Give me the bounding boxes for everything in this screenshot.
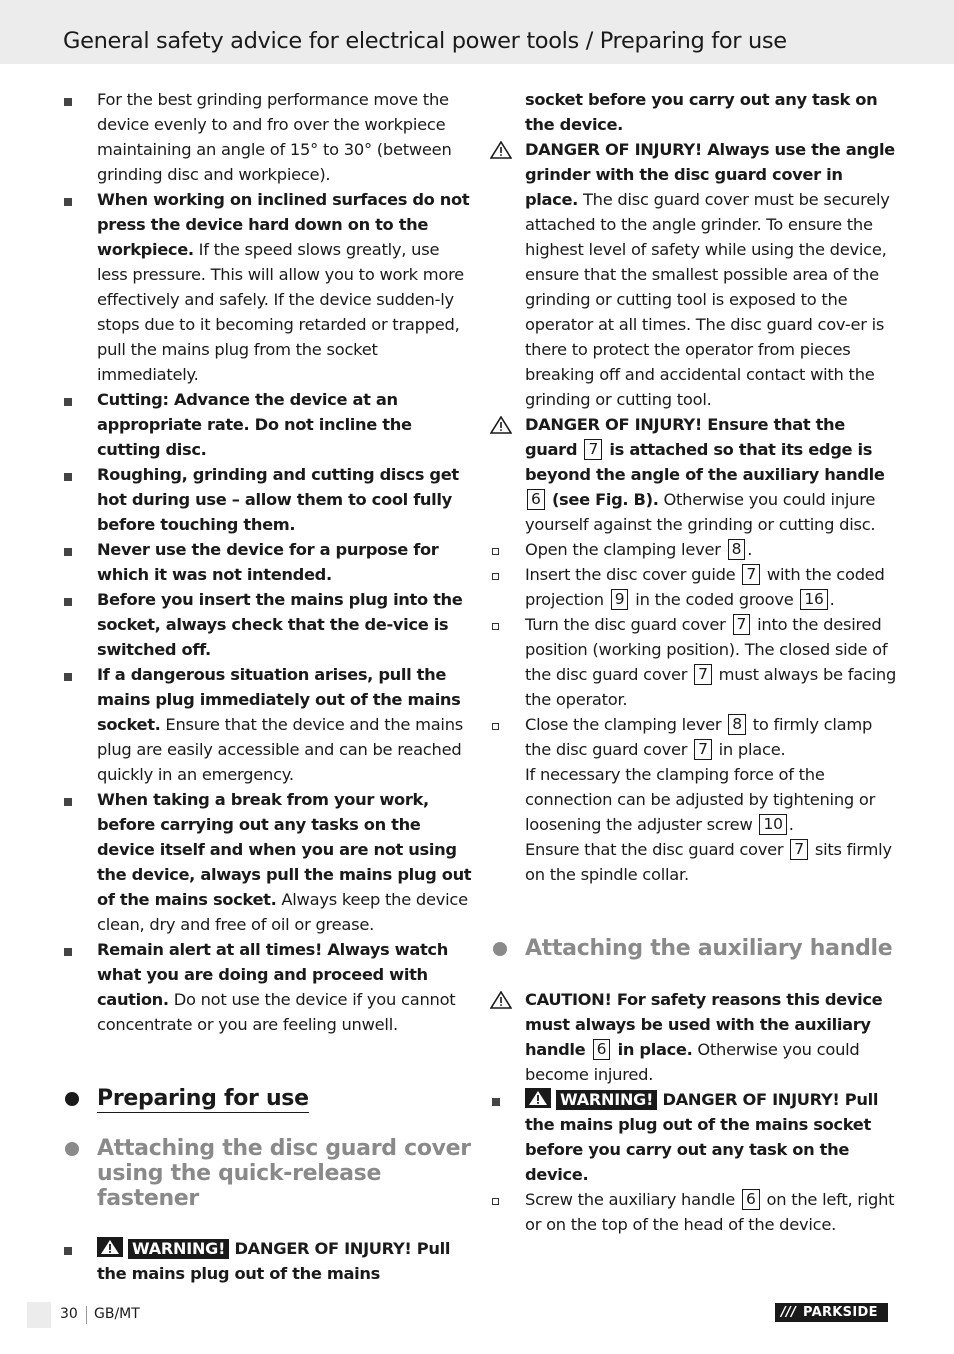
part-ref: 10 xyxy=(759,814,786,835)
bullet-icon xyxy=(492,1098,500,1106)
logo-text: PARKSIDE xyxy=(803,1305,878,1320)
part-ref: 7 xyxy=(733,614,751,635)
step-checkbox-icon xyxy=(492,548,499,555)
step-item: Turn the disc guard cover 7 into the desired position (working position). The closed side of the disc guard cover 7 must always be facing the operator. xyxy=(490,612,898,712)
list-item: Before you insert the mains plug into the socket, always check that the de-vice is switched off. xyxy=(62,587,472,662)
bullet-icon xyxy=(64,598,72,606)
part-ref: 7 xyxy=(694,739,712,760)
warning-triangle-icon xyxy=(97,1237,123,1257)
bullet-icon xyxy=(64,198,72,206)
subsection-heading: Attaching the auxiliary handle xyxy=(490,936,898,961)
list-item: When working on inclined surfaces do not press the device hard down on to the workpiece. If the speed slows greatly, use less pressure. This will allow you to work more effectively and safely. If the device sudden-ly stops due to it becoming retarded or trapped, pull the mains plug from the socket immediately. xyxy=(62,187,472,387)
list-item: Never use the device for a purpose for which it was not intended. xyxy=(62,537,472,587)
part-ref: 7 xyxy=(694,664,712,685)
list-item: For the best grinding performance move the device evenly to and fro over the workpiece maintaining an angle of 15° to 30° (between grinding disc and workpiece). xyxy=(62,87,472,187)
warning-badge: WARNING! xyxy=(556,1090,657,1110)
warning-badge: WARNING! xyxy=(128,1239,229,1259)
caution-item: CAUTION! For safety reasons this device must always be used with the auxiliary handle 6 in place. Otherwise you could become injured. xyxy=(490,987,898,1087)
warning-triangle-icon xyxy=(490,141,512,159)
right-column xyxy=(490,87,898,1237)
part-ref: 6 xyxy=(742,1189,760,1210)
bullet-icon xyxy=(64,98,72,106)
warning-triangle-icon xyxy=(490,991,512,1009)
bullet-icon xyxy=(64,798,72,806)
page-header xyxy=(0,0,954,64)
part-ref: 9 xyxy=(611,589,629,610)
danger-item: DANGER OF INJURY! Ensure that the guard 7 is attached so that its edge is beyond the angle of the auxiliary handle 6 (see Fig. B). Otherwise you could injure yourself against the grinding or cutting disc. xyxy=(490,412,898,537)
page-number: 30 xyxy=(60,1306,78,1322)
left-column xyxy=(62,87,472,1286)
part-ref: 6 xyxy=(527,489,545,510)
list-item: Cutting: Advance the device at an appropriate rate. Do not incline the cutting disc. xyxy=(62,387,472,462)
list-item: If a dangerous situation arises, pull the mains plug immediately out of the mains socket. Ensure that the device and the mains plug are easily accessible and can be reached quickly in an emergency. xyxy=(62,662,472,787)
part-ref: 8 xyxy=(728,539,746,560)
step-item: Close the clamping lever 8 to firmly clamp the disc guard cover 7 in place. If necessary the clamping force of the connection can be adjusted by tightening or loosening the adjuster screw 10 . Ensure that the disc guard cover 7 sits firmly on the spindle collar. xyxy=(490,712,898,887)
subsection-heading: Attaching the disc guard cover using the quick-release fastener xyxy=(62,1136,472,1211)
part-ref: 8 xyxy=(728,714,746,735)
list-item: Remain alert at all times! Always watch what you are doing and proceed with caution. Do not use the device if you cannot concentrate or you are feeling unwell. xyxy=(62,937,472,1037)
step-item: Open the clamping lever 8 . xyxy=(490,537,898,562)
step-checkbox-icon xyxy=(492,573,499,580)
warning-item: WARNING! DANGER OF INJURY! Pull the mains plug out of the mains xyxy=(62,1236,472,1286)
part-ref: 7 xyxy=(584,439,602,460)
list-item: Roughing, grinding and cutting discs get hot during use – allow them to cool fully before touching them. xyxy=(62,462,472,537)
bullet-icon xyxy=(64,473,72,481)
logo-stripes: /// xyxy=(781,1305,797,1320)
step-item: Screw the auxiliary handle 6 on the left, right or on the top of the head of the device. xyxy=(490,1187,898,1237)
step-checkbox-icon xyxy=(492,723,499,730)
part-ref: 7 xyxy=(790,839,808,860)
parkside-logo xyxy=(775,1303,888,1322)
part-ref: 7 xyxy=(742,564,760,585)
page-title: General safety advice for electrical power tools / Preparing for use xyxy=(63,28,787,54)
warning-triangle-icon xyxy=(490,416,512,434)
heading-dot-icon xyxy=(493,942,507,956)
language-code: GB/MT xyxy=(94,1306,140,1322)
step-checkbox-icon xyxy=(492,623,499,630)
step-item: Insert the disc cover guide 7 with the coded projection 9 in the coded groove 16 . xyxy=(490,562,898,612)
step-checkbox-icon xyxy=(492,1198,499,1205)
warning-item: WARNING! DANGER OF INJURY! Pull the mains plug out of the mains socket before you carry out any task on the device. xyxy=(490,1087,898,1187)
part-ref: 6 xyxy=(593,1039,611,1060)
section-heading: Preparing for use xyxy=(62,1086,472,1111)
warning-triangle-icon xyxy=(525,1088,551,1108)
heading-dot-icon xyxy=(65,1142,79,1156)
part-ref: 16 xyxy=(800,589,827,610)
list-item: When taking a break from your work, before carrying out any tasks on the device itself and when you are not using the device, always pull the mains plug out of the mains socket. Always keep the device clean, dry and free of oil or grease. xyxy=(62,787,472,937)
bullet-icon xyxy=(64,398,72,406)
bullet-icon xyxy=(64,1247,72,1255)
bullet-icon xyxy=(64,673,72,681)
footer-marker xyxy=(27,1302,51,1328)
bullet-icon xyxy=(64,548,72,556)
bullet-icon xyxy=(64,948,72,956)
footer-divider xyxy=(86,1306,87,1324)
danger-item: DANGER OF INJURY! Always use the angle grinder with the disc guard cover in place. The disc guard cover must be securely attached to the angle grinder. To ensure the highest level of safety while using the device, ensure that the smallest possible area of the grinding or cutting tool is exposed to the operator at all times. The disc guard cov-er is there to protect the operator from pieces breaking off and accidental contact with the grinding or cutting tool. xyxy=(490,137,898,412)
continued-text: socket before you carry out any task on the device. xyxy=(525,90,878,134)
heading-dot-icon xyxy=(65,1092,79,1106)
